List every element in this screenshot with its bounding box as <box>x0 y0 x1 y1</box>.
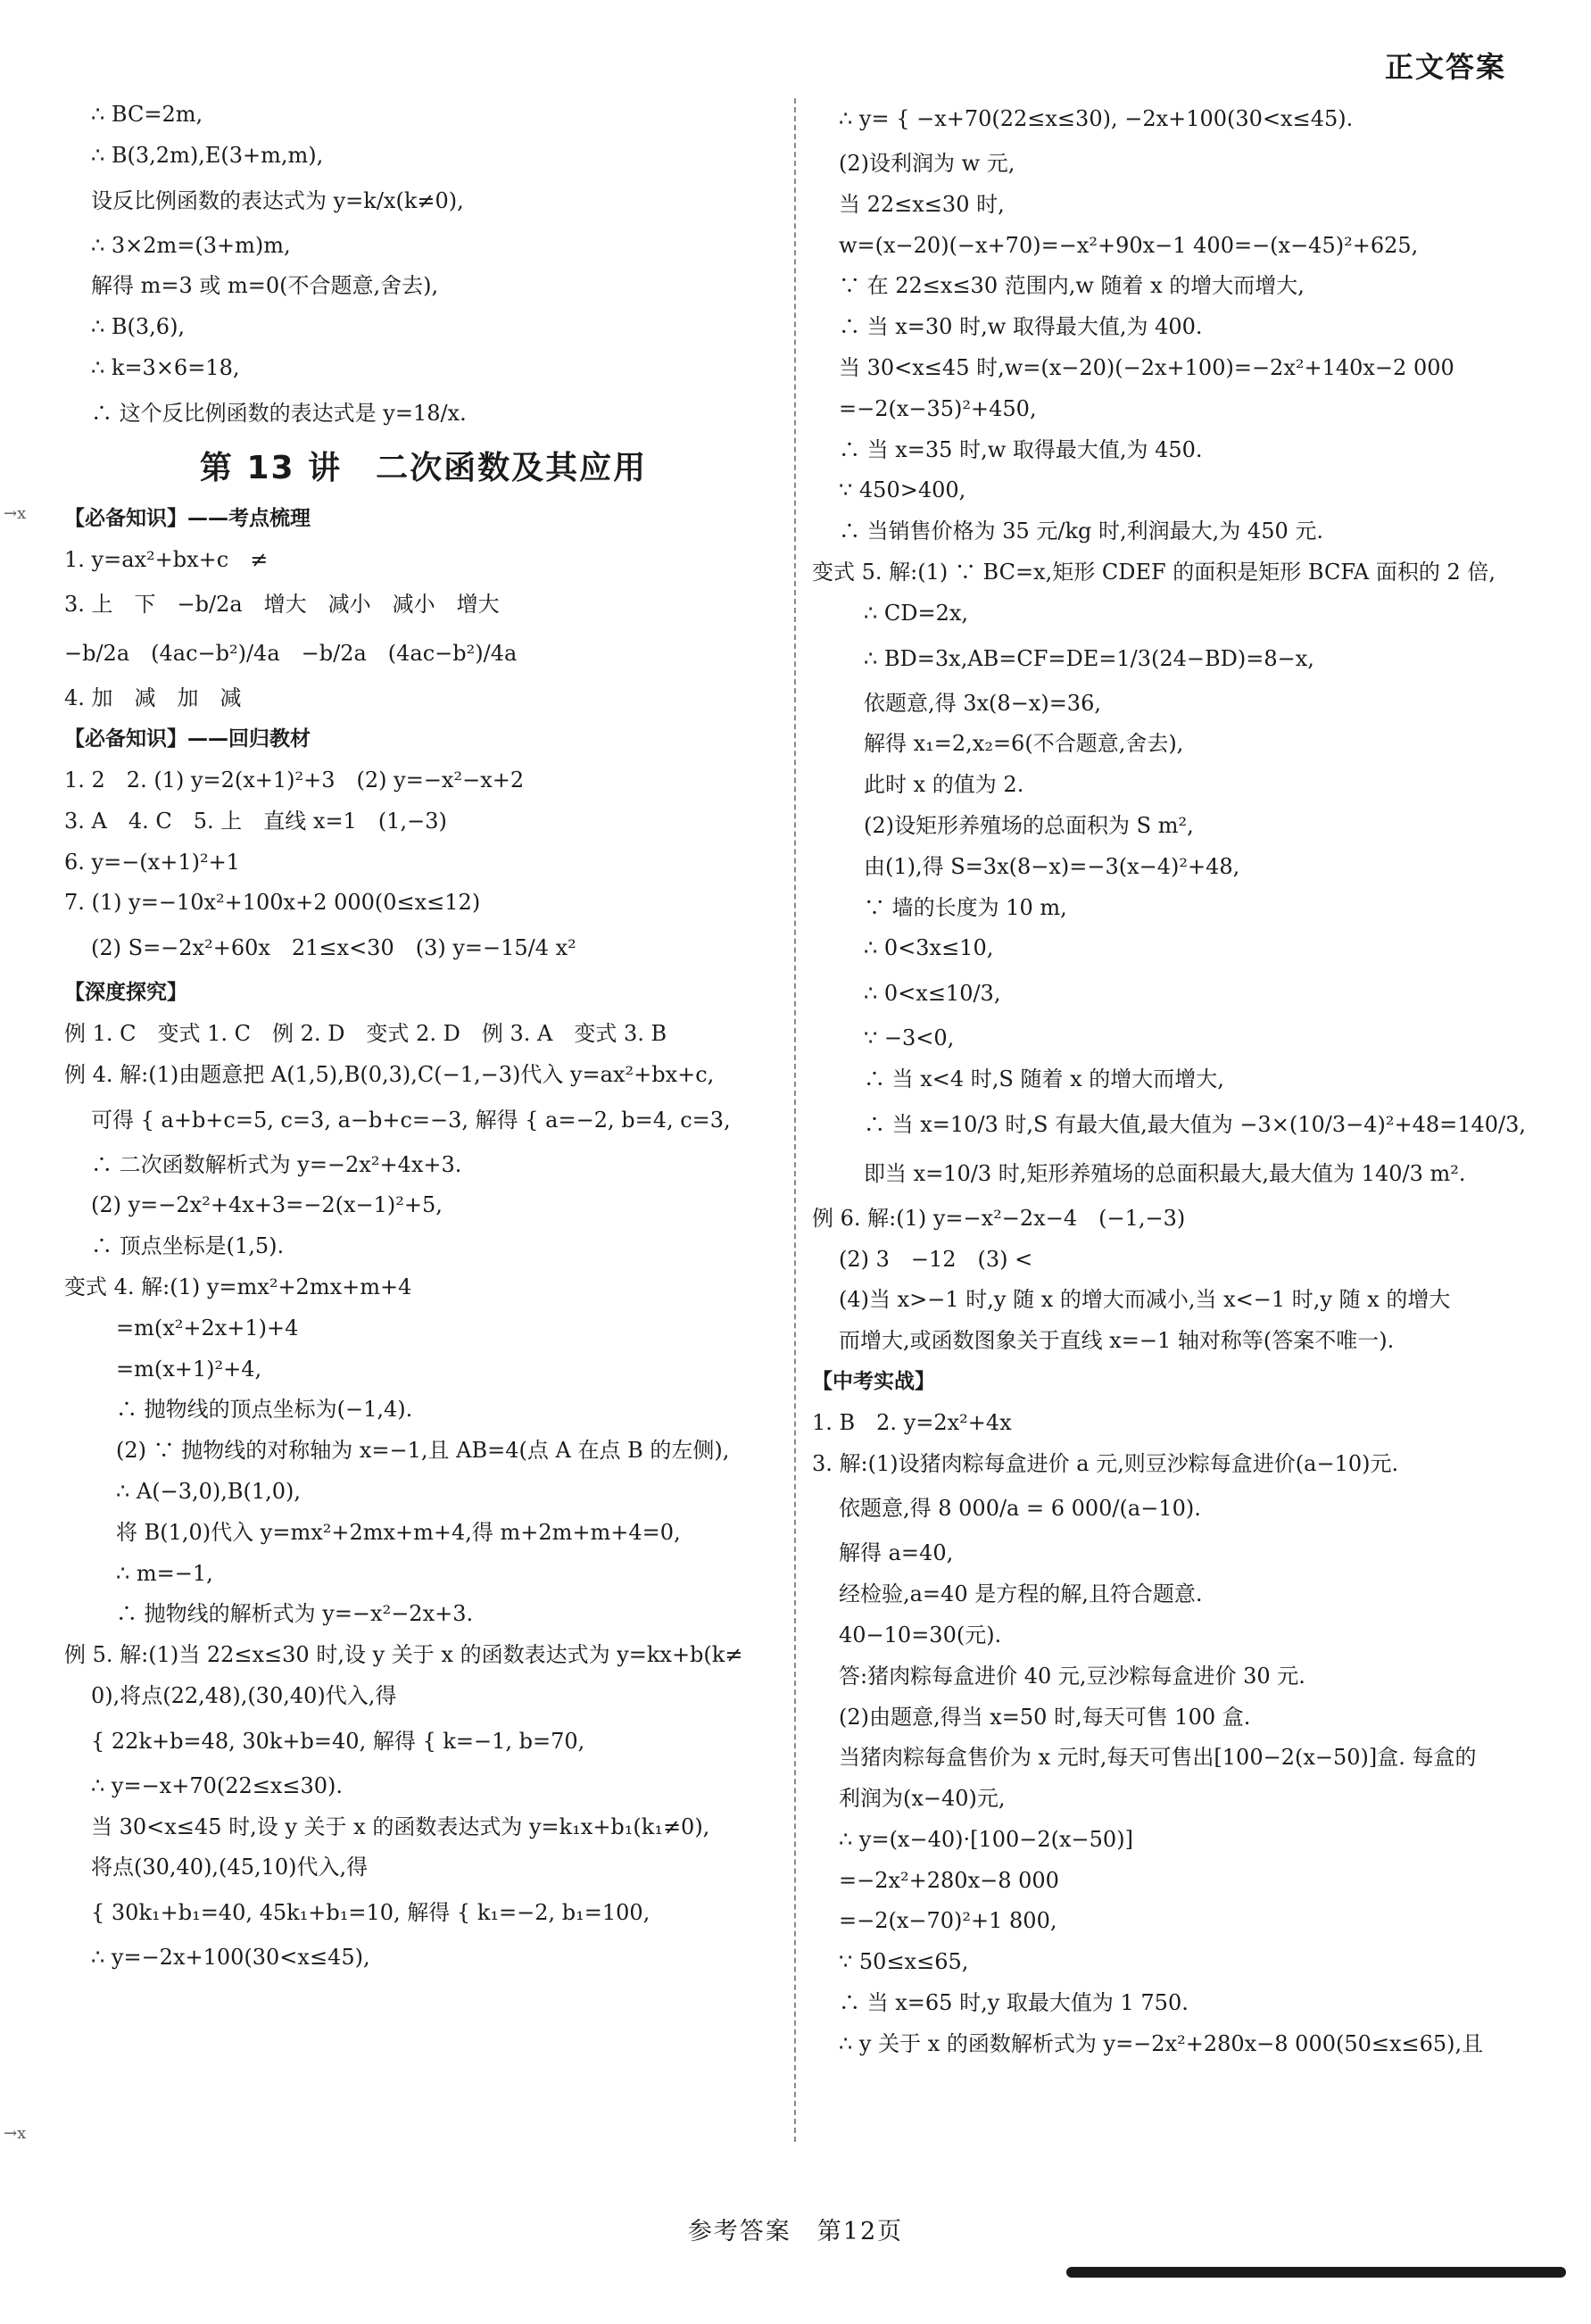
text-line: ∴ 当 x=10/3 时,S 有最大值,最大值为 −3×(10/3−4)²+48=140/3, <box>864 1111 1527 1137</box>
text-line: ∴ 当 x<4 时,S 随着 x 的增大而增大, <box>864 1066 1224 1091</box>
text-line: ∴ 3×2m=(3+m)m, <box>91 232 291 258</box>
text-line: 由(1),得 S=3x(8−x)=−3(x−4)²+48, <box>864 853 1240 879</box>
text-line: 变式 5. 解:(1) ∵ BC=x,矩形 CDEF 的面积是矩形 BCFA 面积的 2 倍, <box>812 559 1496 585</box>
text-line: ∴ y=−2x+100(30<x≤45), <box>91 1945 370 1971</box>
text-line: =m(x+1)²+4, <box>116 1356 262 1382</box>
text-line: 当 30<x≤45 时,设 y 关于 x 的函数表达式为 y=k₁x+b₁(k₁≠0), <box>91 1814 710 1839</box>
text-line: ∵ 在 22≤x≤30 范围内,w 随着 x 的增大而增大, <box>839 273 1305 299</box>
text-line: 可得 { a+b+c=5, c=3, a−b+c=−3, 解得 { a=−2, b=4, c=3, <box>91 1107 731 1133</box>
text-line: 7. (1) y=−10x²+100x+2 000(0≤x≤12) <box>64 890 481 916</box>
text-line: 依题意,得 3x(8−x)=36, <box>864 690 1101 716</box>
text-line: (2) 3 −12 (3) < <box>839 1246 1033 1272</box>
right-lines <box>812 95 1530 2065</box>
text-line: 当 30<x≤45 时,w=(x−20)(−2x+100)=−2x²+140x−2 000 <box>839 354 1454 380</box>
text-line: ∴ y 关于 x 的函数解析式为 y=−2x²+280x−8 000(50≤x≤65),且 <box>839 2030 1484 2056</box>
text-line: 利润为(x−40)元, <box>839 1786 1006 1812</box>
text-line: 依题意,得 8 000/a = 6 000/(a−10). <box>839 1496 1201 1522</box>
left-lines-part-1 <box>64 95 783 438</box>
text-line: 3. 上 下 −b/2a 增大 减小 减小 增大 <box>64 592 500 618</box>
text-line: 【深度探究】 <box>64 981 187 1005</box>
text-line: 经检验,a=40 是方程的解,且符合题意. <box>839 1581 1203 1607</box>
text-line: 当猪肉粽每盒售价为 x 元时,每天可售出[100−2(x−50)]盒. 每盒的 <box>839 1745 1477 1771</box>
text-line: 3. 解:(1)设猪肉粽每盒进价 a 元,则豆沙粽每盒进价(a−10)元. <box>812 1450 1399 1476</box>
text-line: 将点(30,40),(45,10)代入,得 <box>91 1855 369 1880</box>
text-line: 1. y=ax²+bx+c ≠ <box>64 546 269 572</box>
text-line: ∴ m=−1, <box>116 1560 213 1586</box>
text-line: 6. y=−(x+1)²+1 <box>64 849 240 875</box>
text-line: 3. A 4. C 5. 上 直线 x=1 (1,−3) <box>64 808 447 834</box>
lecture-title: 第 13 讲 二次函数及其应用 <box>199 449 648 486</box>
text-line: ∴ BD=3x,AB=CF=DE=1/3(24−BD)=8−x, <box>864 645 1314 671</box>
margin-mark-upper: →x <box>4 504 27 523</box>
text-line: ∴ y=(x−40)·[100−2(x−50)] <box>839 1826 1133 1852</box>
text-line: ∴ 二次函数解析式为 y=−2x²+4x+3. <box>91 1151 462 1177</box>
text-line: 变式 4. 解:(1) y=mx²+2mx+m+4 <box>64 1274 412 1299</box>
right-column <box>812 95 1530 2065</box>
text-line: =−2(x−70)²+1 800, <box>839 1908 1057 1934</box>
text-line: ∴ k=3×6=18, <box>91 354 240 380</box>
text-line: ∴ B(3,2m),E(3+m,m), <box>91 142 324 168</box>
text-line: 答:猪肉粽每盒进价 40 元,豆沙粽每盒进价 30 元. <box>839 1663 1305 1689</box>
text-line: { 22k+b=48, 30k+b=40, 解得 { k=−1, b=70, <box>91 1728 585 1754</box>
text-line: 即当 x=10/3 时,矩形养殖场的总面积最大,最大值为 140/3 m². <box>864 1160 1466 1186</box>
text-line: 4. 加 减 加 减 <box>64 685 242 711</box>
text-line: =−2(x−35)²+450, <box>839 395 1037 421</box>
text-line: 此时 x 的值为 2. <box>864 772 1024 798</box>
text-line: (2) y=−2x²+4x+3=−2(x−1)²+5, <box>91 1192 443 1218</box>
text-line: 例 6. 解:(1) y=−x²−2x−4 (−1,−3) <box>812 1205 1186 1231</box>
text-line: w=(x−20)(−x+70)=−x²+90x−1 400=−(x−45)²+625, <box>839 232 1419 258</box>
text-line: ∴ 这个反比例函数的表达式是 y=18/x. <box>91 400 467 426</box>
text-line: { 30k₁+b₁=40, 45k₁+b₁=10, 解得 { k₁=−2, b₁=100, <box>91 1900 650 1926</box>
text-line: 40−10=30(元). <box>839 1622 1002 1648</box>
text-line: =m(x²+2x+1)+4 <box>116 1315 299 1340</box>
text-line: ∵ −3<0, <box>864 1025 955 1051</box>
text-line: 解得 m=3 或 m=0(不合题意,舍去), <box>91 273 439 299</box>
text-line: ∴ y= { −x+70(22≤x≤30), −2x+100(30<x≤45). <box>839 106 1354 131</box>
text-line: 例 1. C 变式 1. C 例 2. D 变式 2. D 例 3. A 变式 3. B <box>64 1020 667 1046</box>
text-line: 【中考实战】 <box>812 1369 935 1393</box>
text-line: 【必备知识】——回归教材 <box>64 727 311 751</box>
text-line: (2)设利润为 w 元, <box>839 151 1015 176</box>
text-line: ∴ 抛物线的顶点坐标为(−1,4). <box>116 1397 413 1423</box>
text-line: 解得 x₁=2,x₂=6(不合题意,舍去), <box>864 731 1184 757</box>
text-line: 当 22≤x≤30 时, <box>839 191 1005 217</box>
text-line: ∴ 抛物线的解析式为 y=−x²−2x+3. <box>116 1601 474 1627</box>
text-line: 【必备知识】——考点梳理 <box>64 506 311 530</box>
text-line: ∴ 顶点坐标是(1,5). <box>91 1233 285 1259</box>
text-line: ∵ 450>400, <box>839 477 966 503</box>
text-line: ∴ A(−3,0),B(1,0), <box>116 1478 302 1504</box>
text-line: (4)当 x>−1 时,y 随 x 的增大而减小,当 x<−1 时,y 随 x 的增大 <box>839 1287 1451 1313</box>
text-line: (2) ∵ 抛物线的对称轴为 x=−1,且 AB=4(点 A 在点 B 的左侧), <box>116 1438 730 1464</box>
text-line: =−2x²+280x−8 000 <box>839 1867 1059 1893</box>
text-line: (2) S=−2x²+60x 21≤x<30 (3) y=−15/4 x² <box>91 935 576 961</box>
text-line: 而增大,或函数图象关于直线 x=−1 轴对称等(答案不唯一). <box>839 1328 1395 1354</box>
text-line: ∴ CD=2x, <box>864 600 969 626</box>
text-line: ∴ B(3,6), <box>91 314 186 340</box>
text-line: ∴ 当销售价格为 35 元/kg 时,利润最大,为 450 元. <box>839 519 1323 544</box>
text-line: ∵ 墙的长度为 10 m, <box>864 894 1067 920</box>
text-line: 1. B 2. y=2x²+4x <box>812 1409 1012 1435</box>
text-line: ∴ 0<x≤10/3, <box>864 981 1001 1007</box>
text-line: 例 5. 解:(1)当 22≤x≤30 时,设 y 关于 x 的函数表达式为 y=kx+b(k≠ <box>64 1642 743 1668</box>
text-line: ∴ 当 x=35 时,w 取得最大值,为 450. <box>839 436 1203 462</box>
text-line: (2)设矩形养殖场的总面积为 S m², <box>864 812 1194 838</box>
text-line: 1. 2 2. (1) y=2(x+1)²+3 (2) y=−x²−x+2 <box>64 767 525 793</box>
text-line: ∴ 0<3x≤10, <box>864 935 994 961</box>
page-footer: 参考答案 第12页 <box>687 2218 904 2245</box>
column-divider <box>794 98 796 2142</box>
text-line: 解得 a=40, <box>839 1540 954 1566</box>
text-line: ∴ BC=2m, <box>91 102 203 127</box>
text-line: ∴ y=−x+70(22≤x≤30). <box>91 1772 344 1798</box>
text-line: ∴ 当 x=30 时,w 取得最大值,为 400. <box>839 314 1203 340</box>
left-column <box>64 95 783 1979</box>
footer-decorative-bar <box>1066 2267 1566 2278</box>
text-line: (2)由题意,得当 x=50 时,每天可售 100 盒. <box>839 1704 1251 1730</box>
text-line: 例 4. 解:(1)由题意把 A(1,5),B(0,3),C(−1,−3)代入 y=ax²+bx+c, <box>64 1061 715 1087</box>
margin-mark-lower: →x <box>4 2124 27 2143</box>
left-lines-part-2 <box>64 499 783 1979</box>
text-line: −b/2a (4ac−b²)/4a −b/2a (4ac−b²)/4a <box>64 641 518 667</box>
page-header-title: 正文答案 <box>1384 50 1506 84</box>
text-line: 0),将点(22,48),(30,40)代入,得 <box>91 1682 397 1708</box>
text-line: ∵ 50≤x≤65, <box>839 1949 969 1975</box>
text-line: 设反比例函数的表达式为 y=k/x(k≠0), <box>91 187 464 213</box>
text-line: ∴ 当 x=65 时,y 取最大值为 1 750. <box>839 1990 1189 2016</box>
text-line: 将 B(1,0)代入 y=mx²+2mx+m+4,得 m+2m+m+4=0, <box>116 1519 681 1545</box>
